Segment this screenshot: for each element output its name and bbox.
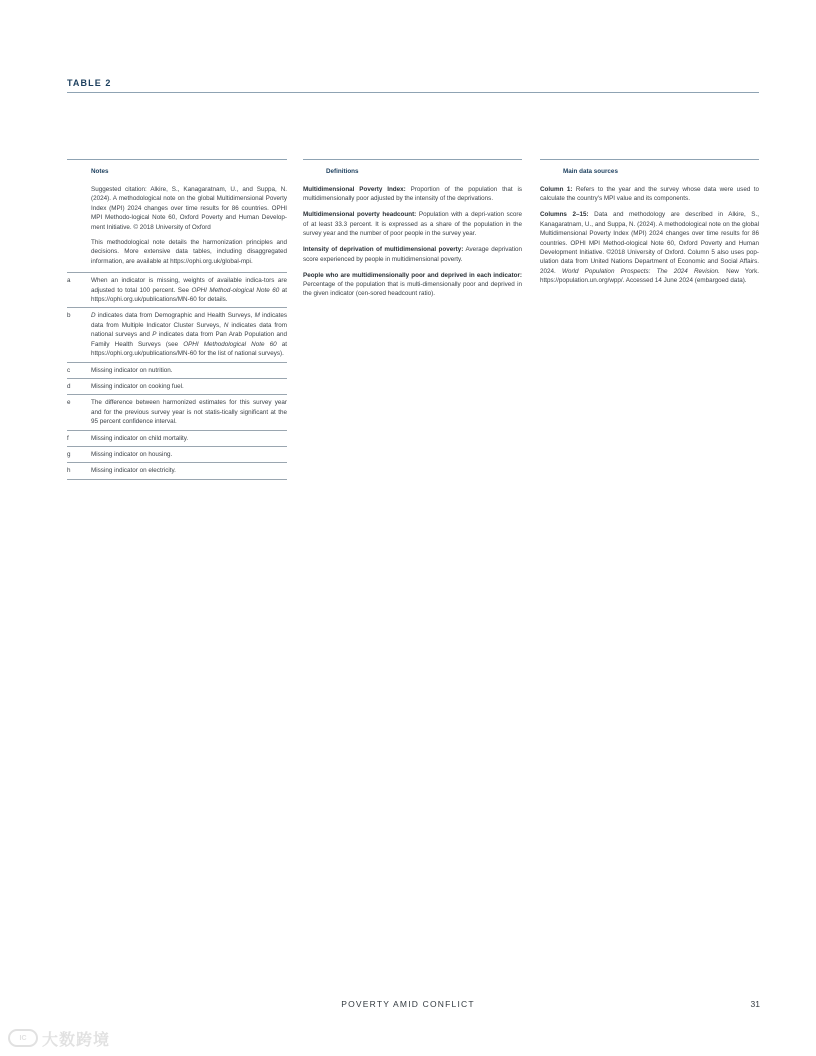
note-text-part: When an indicator is missing, weights of available indica-tors are adjusted to total 100 percent. See — [91, 277, 287, 294]
note-text-italic: OPHI Method-ological Note 60 — [191, 286, 280, 294]
sources-heading: Main data sources — [563, 168, 618, 175]
note-text: Missing indicator on cooking fuel. — [91, 382, 184, 390]
notes-top-rule — [67, 159, 287, 160]
source-text-italic: World Population Prospects: The 2024 Revision. — [562, 267, 720, 275]
note-key: d — [67, 382, 71, 390]
note-row-e — [67, 394, 287, 429]
note-row-h — [67, 462, 287, 479]
note-text: Missing indicator on nutrition. — [91, 366, 173, 374]
note-text-italic: N — [223, 321, 229, 329]
note-text-part: indicates data from Demographic and Health Surveys, — [95, 312, 255, 320]
source-text: Data and methodology are described in Alkire, S., Kanagaratnam, U., and Suppa, N. (2024). A methodological note on the global Multidimensional Poverty Index (MPI) 2024 changes over time results for 86 countries. OPHI MPI Method-ological Note 60, Oxford Poverty and Human Development Initiative. ©2018 University of Oxford. Column 5 also uses pop-ulation data from United Nations Department of Economic and Social Affairs. 2024. — [540, 211, 759, 275]
source-term: Columns 2–15: — [540, 211, 589, 219]
definition-text: Population with a depri-vation score of at least 33.3 percent. It is expressed as a share of the population in the survey year and the number of poor people in the survey year. — [303, 211, 522, 238]
note-text-part: indicates data from Pan Arab Population and Family Health Surveys (see — [91, 331, 287, 348]
definition-item — [303, 245, 522, 264]
note-text-italic: D — [91, 312, 96, 320]
source-text: New York. https://population.un.org/wpp/. Accessed 14 June 2024 (embargoed data). — [540, 267, 759, 285]
definitions-heading: Definitions — [326, 168, 359, 175]
note-key: a — [67, 277, 71, 285]
note-row-c — [67, 362, 287, 378]
note-key: g — [67, 450, 71, 458]
note-text-part: indicates data from Multiple Indicator Cluster Surveys, — [91, 312, 287, 329]
note-list — [67, 272, 287, 480]
definition-text: Average deprivation score experienced by people in multidimensional poverty. — [303, 246, 523, 263]
note-text: Missing indicator on housing. — [91, 450, 173, 458]
source-text: Refers to the year and the survey whose data were used to calculate the country's MPI value and its components. — [540, 186, 759, 203]
note-key: c — [67, 366, 71, 374]
header-divider — [67, 92, 759, 93]
definition-term: People who are multidimensionally poor and deprived in each indicator: — [303, 271, 522, 279]
note-text: Missing indicator on electricity. — [91, 467, 176, 475]
note-text-part: at https://ophi.org.uk/publications/MN-60 for the list of national surveys). — [91, 340, 287, 358]
footer-title: POVERTY AMID CONFLICT — [341, 999, 475, 1009]
page-number: 31 — [750, 999, 760, 1009]
definition-text: Proportion of the population that is multidimensionally poor adjusted by the intensity of the deprivations. — [303, 186, 522, 203]
note-row-f — [67, 430, 287, 446]
source-term: Column 1: — [540, 186, 573, 193]
source-item — [540, 210, 759, 285]
watermark-logo-icon: IC — [8, 1029, 38, 1047]
note-row-a — [67, 272, 287, 307]
note-key: e — [67, 399, 71, 407]
notes-heading: Notes — [91, 168, 109, 175]
definition-item — [303, 185, 522, 204]
source-item — [540, 185, 759, 204]
notes-column — [67, 159, 287, 480]
watermark-text: 大数跨境 — [42, 1031, 111, 1049]
citation-paragraph: Suggested citation: Alkire, S., Kanagaratnam, U., and Suppa, N. (2024). A methodological note on the global Multidimensional Poverty Index (MPI) 2024 changes over time results for 86 countries. OPHI MPI Methodo-logical Note 60, Oxford Poverty and Human Develop-ment Initiative. © 2018 University of Oxford — [91, 186, 287, 231]
note-row-b — [67, 307, 287, 361]
definitions-top-rule — [303, 159, 522, 160]
note-text — [91, 311, 287, 358]
note-text-part: indicates data from national surveys and — [91, 321, 288, 339]
note-text-italic: OPHI Methodological Note 60 — [183, 340, 277, 348]
watermark — [8, 1026, 118, 1050]
note-text: Missing indicator on child mortality. — [91, 434, 189, 442]
note-text-italic: P — [152, 331, 157, 339]
sources-column — [540, 159, 759, 292]
note-key: b — [67, 312, 71, 320]
note-row-d — [67, 378, 287, 394]
definition-term: Intensity of deprivation of multidimensional poverty: — [303, 246, 464, 254]
note-key: f — [67, 434, 69, 442]
note-text — [91, 276, 287, 304]
definition-term: Multidimensional poverty headcount: — [303, 211, 417, 219]
note-row-g — [67, 446, 287, 462]
table-label: TABLE 2 — [67, 78, 112, 88]
note-text-italic: M — [254, 312, 260, 320]
definition-item — [303, 271, 522, 299]
note-text-part: at https://ophi.org.uk/publications/MN-60 for details. — [91, 286, 287, 304]
definition-term: Multidimensional Poverty Index: — [303, 186, 406, 193]
sources-top-rule — [540, 159, 759, 160]
method-note-paragraph: This methodological note details the harmonization principles and decisions. More extensive data tables, including disaggregated information, are available at https://ophi.org.uk/global-mpi. — [91, 239, 287, 265]
definitions-column — [303, 159, 522, 305]
definition-item — [303, 210, 522, 238]
note-key: h — [67, 467, 71, 475]
definition-text: Percentage of the population that is multi-dimensionally poor and deprived in the given indicator (cen-sored headcount ratio). — [303, 281, 522, 298]
note-text: The difference between harmonized estimates for this survey year and for the previous survey year is not statis-tically significant at the 95 percent confidence interval. — [91, 399, 287, 426]
